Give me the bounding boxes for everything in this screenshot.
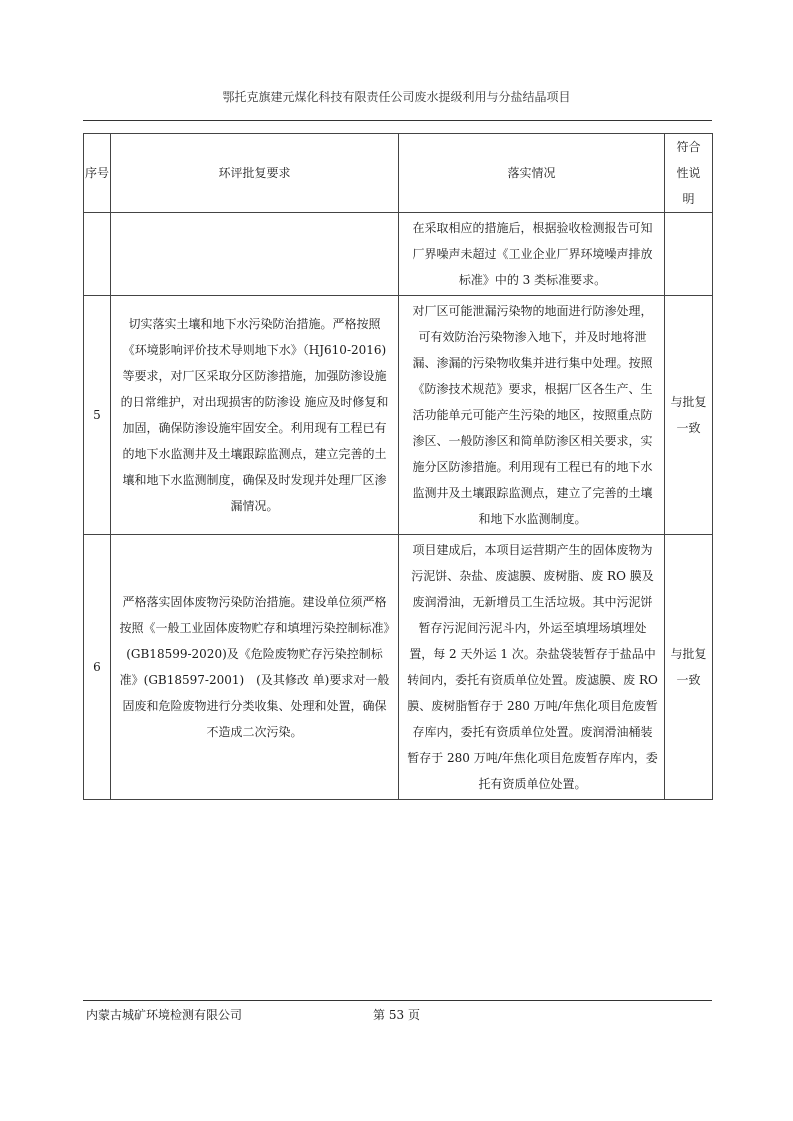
row-requirement: 切实落实土壤和地下水污染防治措施。严格按照《环境影响评价技术导则地下水》（HJ610-2016)等要求，对厂区采取分区防渗措施，加强防渗设施的日常维护，对出现损害的防渗设 施应及时修复和加固，确保防渗设施牢固安全。利用现有工程已有的地下水监测井及土壤跟踪监测点，建立完善的土壤和地下水监测制度，确保及时发现并处理厂区渗漏情况。 [111,296,399,535]
table-row [84,296,713,535]
table-row [84,535,713,800]
row-requirement [111,213,399,296]
table-header-row [84,134,713,213]
row-conformity [665,213,713,296]
row-implementation: 对厂区可能泄漏污染物的地面进行防渗处理，可有效防治污染物渗入地下，并及时地将泄漏、渗漏的污染物收集并进行集中处理。按照《防渗技术规范》要求，根据厂区各生产、生活功能单元可能产生污染的地区，按照重点防渗区、一般防渗区和简单防渗区相关要求，实施分区防渗措施。利用现有工程已有的地下水监测井及土壤跟踪监测点，建立了完善的土壤和地下水监测制度。 [399,296,665,535]
table-row [84,213,713,296]
row-conformity: 与批复一致 [665,296,713,535]
row-implementation: 项目建成后，本项目运营期产生的固体废物为污泥饼、杂盐、废滤膜、废树脂、废 RO 膜及废润滑油，无新增员工生活垃圾。其中污泥饼暂存污泥间污泥斗内，外运至填埋场填埋处置，每 2 天外运 1 次。杂盐袋装暂存于盐品中转间内，委托有资质单位处置。废滤膜、废 RO 膜、废树脂暂存于 280 万吨/年焦化项目危废暂存库内，委托有资质单位处置。废润滑油桶装暂存于 280 万吨/年焦化项目危废暂存库内，委托有资质单位处置。 [399,535,665,800]
row-num [84,213,111,296]
row-num: 6 [84,535,111,800]
col-header-conformity: 符合性说明 [665,134,713,213]
row-conformity: 与批复一致 [665,535,713,800]
col-header-implementation: 落实情况 [399,134,665,213]
row-num: 5 [84,296,111,535]
footer-page-number: 第 53 页 [373,1008,420,1022]
footer-rule [83,1000,712,1001]
page-header-title: 鄂托克旗建元煤化科技有限责任公司废水提级利用与分盐结晶项目 [222,90,571,104]
col-header-requirement: 环评批复要求 [111,134,399,213]
row-implementation: 在采取相应的措施后，根据验收检测报告可知厂界噪声未超过《工业企业厂界环境噪声排放标准》中的 3 类标准要求。 [399,213,665,296]
header-rule [83,120,712,121]
col-header-num: 序号 [84,134,111,213]
footer-company: 内蒙古城矿环境检测有限公司 [86,1008,243,1022]
approval-compliance-table [83,133,713,800]
row-requirement: 严格落实固体废物污染防治措施。建设单位须严格按照《一般工业固体废物贮存和填埋污染控制标准》(GB18599-2020)及《危险废物贮存污染控制标准》(GB18597-2001) (及其修改 单)要求对一般固废和危险废物进行分类收集、处理和处置，确保不造成二次污染。 [111,535,399,800]
